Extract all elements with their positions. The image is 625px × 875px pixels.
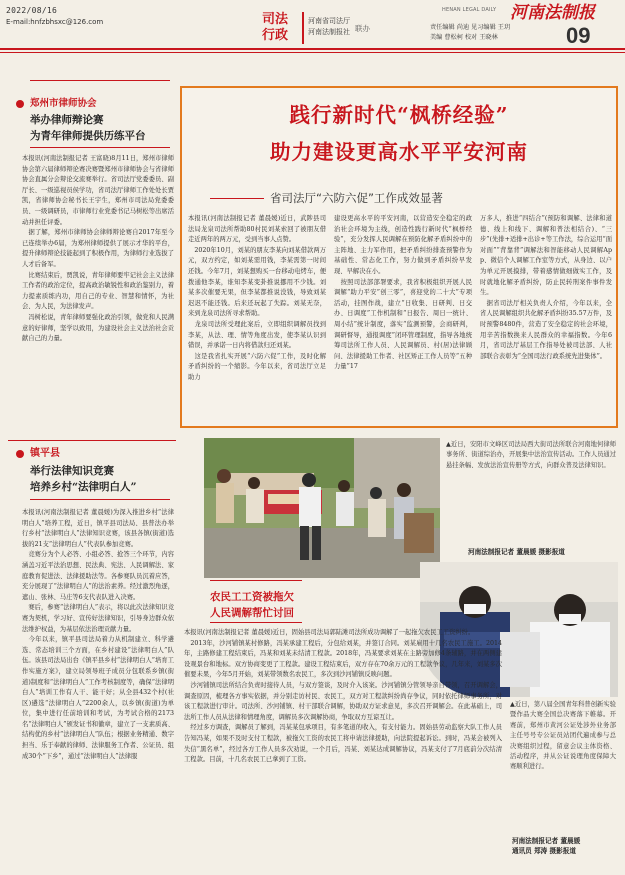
story2-headline-line1: 举行法律知识竞赛 bbox=[30, 465, 114, 477]
header-rule-thin bbox=[0, 52, 625, 53]
section-name-line1: 司法 bbox=[262, 12, 289, 27]
photo1-caption: ▲近日，安阳市文峰区司法局西大街司法所联合河南地何律师事务所、街道综治办，开展集中法治宣传活动。工作人员通过悬挂条幅、发放法治宣传册等方式，向群众普及法律知识。 bbox=[446, 441, 617, 469]
story3-headline-line2: 人民调解帮忙讨回 bbox=[210, 607, 294, 619]
story1-top-rule bbox=[30, 80, 170, 81]
photo2-credit: 河南法制报记者 董晨媛 通讯员 郑涛 摄影报道 bbox=[512, 837, 581, 855]
section-name bbox=[262, 12, 300, 46]
photo1-credit: 河南法制报记者 董晨媛 摄影报道 bbox=[468, 548, 565, 556]
feature-headline-line2: 助力建设更高水平平安河南 bbox=[270, 140, 528, 164]
feature-column-1: 本报讯(河南法制报记者 董晨媛)近日，武陟县司法局龙泉司法所帮助80村民刘某索回了被朋友借走近两年的两万元，受到当事人点赞。 2020年10月，刘某的朋友李某向刘某借款两万元，双方约定，如刘某需用钱，李某需第一时间还钱。今年7月，刘某想购买一台移动电烤车，便拨通他李某，谁知李某变卦推说挪用不少钱。刘某多次催要无果，但李某都推说没钱，导致刘某迟迟不能还钱。后来还玩起了失踪。刘某无奈，来到龙泉司法所寻求帮助。 龙泉司法所受理此案后，立即组织调解员找到李某，从法、理、情等角度出发，使李某认识到错误，并承诺一日内将借款归还刘某。 这是我省扎实开展“六防六促”工作，及时化解矛盾纠纷的一个缩影。今年以来，省司法厅立足助力 bbox=[188, 215, 326, 381]
section-divider bbox=[302, 12, 304, 44]
contact-email: E-mail:hnfzbhsxc@126.com bbox=[6, 18, 104, 26]
story2-headline-line2: 培养乡村“法律明白人” bbox=[30, 481, 137, 493]
story1-headline-line1: 举办律师辩论赛 bbox=[30, 114, 104, 126]
masthead-logo: 河南法制报 bbox=[510, 3, 595, 23]
feature-subtitle-dash bbox=[210, 198, 264, 199]
photo-legal-publicity-event bbox=[204, 438, 440, 578]
story2-top-rule bbox=[8, 440, 176, 441]
header-rule bbox=[0, 48, 625, 50]
feature-column-2: 建设更高水平的平安河南，以营造安全稳定的政治社会环境为主线，创造性践行新时代“枫桥经验”，充分发挥人民调解在预防化解矛盾纠纷中的主阵地、主力军作用，把矛盾纠纷排查预警作为基础性、常态化工作，努力做到矛盾纠纷早发现、早解决在小。 按照司法部部署要求，我省积极组织开展人民调解“助力平安”创三零”，喜迎党的二十大”专项活动，挂图作战，建立“日收集、日研判、日交办、日调度”工作机制和“日报告、周日一统计、周小结”统计制度，落实“监测预警，会商研判，调研督导，通报调度”闭环管理制度，指导各地统筹司法所工作人员、人民调解员、村(居)法律顾问、法律援助工作者、社区矫正工作人员等“五种力量”17 bbox=[334, 215, 472, 371]
sponsor-1: 河南省司法厅 bbox=[308, 17, 350, 25]
sponsors bbox=[308, 16, 350, 38]
story3-body: 本报讯(河南法制报记者 董晨媛)近日，固始县司法局郭陆滩司法所成功调解了一起拖欠农民工工资纠纷。 2013年，沙河铺镇某村修路，冯某承建工程后，分包给刘某，并签订合同。刘某雇用十几名农民工施工。2014年，主路修建工程结束后，冯某和刘某未结清工程款。2018年，冯某要求刘某在主路旁加修4条辅路，并在两侧建设观景台和地标。双方协商变更了工程款。建设工程结束后，双方存在70余万元的工程款争议，几年来，刘某多次催要未果，今年5月开始，刘某带领数名农民工，多次到沙河铺镇反映问题。 沙河铺镇司法所结合负责时接待人员，与双方签谈，及时介入该案。沙河铺镇分管领导亲自带领，召开调解会，调查原因，梳理各方事实依据，并分别走访村民、农民工，双方对工程款纠纷尚存争议，同时依托律师事务所，对该工程款进行审计。司法所、沙河铺镇、村干部联合调解，协助双方证求意见，多次召开调解会。在此基础上，司法所工作人员从法律和情理角度，调解员多次调解协商，争取双方互谅互让。 经过多方调查，调解员了解到，冯某某包承项目，有多笔道的收入，有支付能力。固始县劳动监察大队工作人员告知冯某，如果不及时支付工程款，被拖欠工资的农民工将申请法律援助，向法院提起诉讼。到时，冯某会被列入失信“黑名单”，经过各方工作人员多次劝说，一个月后，冯某、刘某达成调解协议，冯某支付了7月底前分次结清工程款。目前，十几名农民工已拿到了工资。 bbox=[184, 629, 502, 764]
story2-body: 本报讯(河南法制报记者 董晨媛)为深入推进乡村“法律明白人”培养工程，近日，镇平县司法局、县普法办举行乡村“法律明白人”法律知识竞赛，该县各镇(街道)选拔的21支“法律明白人”代表队参加竞赛。 竞赛分为个人必答、小组必答、抢答三个环节，内容涵盖习近平法治思想、民法典、宪法、人民调解法、家庭教育促进法、法律援助法等。各参赛队员沉着应答，充分展现了“法律明白人”的法治素养。经过激烈角逐，遮山、张林、马庄等6支代表队进入决赛。 赛后，参赛“法律明白人”表示，将以此次法律知识竞赛为契机，学习好、宣传好法律知识，引导身边群众依法维护权益，为基层依法治理贡献力量。 今年以来，镇平县司法局着力从机制建立、科学遴选、常态培训三个方面，在乡村建设“法律明白人”队伍。该县司法局出台《镇平县乡村“法律明白人”培育工作实施方案》，建立局领导班子成员分包联系乡镇(街道)制度和“法律明白人”工作考核制度等，确保“法律明白人”培训工作有人干、能干好；从全县432个村(社区)遴选“法律明白人”2200余人，以乡镇(街道)为单位，集中进行任前培训和考试，为考试合格的2173名“法律明白人”颁发证书和徽章，建立了一支素质高、结构优的乡村“法律明白人”队伍；根据业务精通、数字担当、乐于奉献的律师、法律服务工作者、公证员、组成30个”下乡”，通过“法律明白人”法律服 bbox=[22, 509, 174, 760]
story3-top-rule bbox=[210, 580, 302, 581]
feature-column-3: 万多人，推进“四结合”(预防和调解、法律和道德、线上和线下、调解和普法相结合)、“三步”(先排+适排+出诊+等工作法，综合运用“面对面”“背靠背”调解法和智能移动人民调解App、微信个人调解工作室等方式，从身边、以户为单元开展摸排，带着感情做细做实工作，及时就地化解矛盾纠纷，防止民转刑案件事件发生。 据省司法厅相关负责人介绍，今年以来，全省人民调解组织共化解矛盾纠纷35.57万件，及时预警8480件，营造了安全稳定的社会环境，用辛苦指数换来人民群众的幸福指数。今年6月，省司法厅基层工作指导处被司法部、人社部联合表彰为“全国司法行政系统先进集体”。 bbox=[480, 215, 612, 360]
photo-legal-publicity-event-image bbox=[204, 438, 440, 578]
story3-headline-line1: 农民工工资被拖欠 bbox=[210, 591, 294, 603]
story3-rule bbox=[210, 622, 302, 623]
photo2-caption: ▲近日，第八届全国青年科普创新实验暨作品大赛全国总决赛落下帷幕。开赛前，郑州市黄河公证处涉外业务部主任号号专公证员站团代遍成参与总决赛组织过程，留意会议主体资格、活动程序，并从公证说理角度保障大赛顺利进行。 bbox=[510, 701, 616, 771]
story1-headline bbox=[30, 112, 146, 144]
sponsor-2: 河南法制报社 bbox=[308, 28, 350, 36]
story2-tag: 镇平县 bbox=[30, 448, 60, 459]
co-publish-label: 联办 bbox=[355, 24, 370, 33]
story1-headline-line2: 为青年律师提供历练平台 bbox=[30, 130, 146, 142]
story2-rule bbox=[30, 499, 170, 500]
story2-bullet-icon bbox=[16, 450, 24, 458]
page-number: 09 bbox=[566, 23, 591, 48]
section-name-line2: 行政 bbox=[262, 28, 289, 43]
feature-subtitle: 省司法厅“六防六促”工作成效显著 bbox=[270, 191, 443, 205]
masthead-english: HENAN LEGAL DAILY bbox=[442, 7, 497, 13]
editor-credits: 责任编辑 尚迪 见习编辑 王玥 美编 曹松柯 校对 王晓林 bbox=[430, 24, 511, 41]
story2-headline bbox=[30, 463, 137, 495]
story1-rule bbox=[30, 147, 170, 148]
story1-tag: 郑州市律师协会 bbox=[30, 98, 97, 109]
feature-headline-line1: 践行新时代“枫桥经验” bbox=[289, 103, 509, 127]
story1-bullet-icon bbox=[16, 100, 24, 108]
story1-body: 本报讯(河南法制报记者 王富晓)8月11日，郑州市律师协会第六届律师辩论赛决赛暨郑州市律师协会与省律师协会直属分会辩论交流赛举行。省司法厅党委委员、副厅长、一级巡视员侯学功，省司法厅律师工作处处长贾凯，省律师协会秘书长王宇生，郑州市司法局党委委员、一级调研员，市律师行业党委书记马树松等出席活动并担任评委。 据了解，郑州市律师协会律师辩论赛自2017年至今已连续举办6届，为郑州律师提供了展示才华的平台，提升律师辩论技能起到了积极作用，为律师行业选拔了人才后备军。 比赛结束后，贾凯说，青年律师要牢记社会主义法律工作者的政治定位，提高政治敏锐性和政治鉴别力，着力提素质练内功，用自己的专业、智慧和情怀，为社会、为人民，为法律发声。 冯树松说，青年律师要强化政治引领，做党和人民满意的好律师，坚学以致用，为建设社会主义法治社会贡献自己的力量。 bbox=[22, 155, 174, 343]
issue-date: 2022/08/16 bbox=[6, 6, 58, 15]
